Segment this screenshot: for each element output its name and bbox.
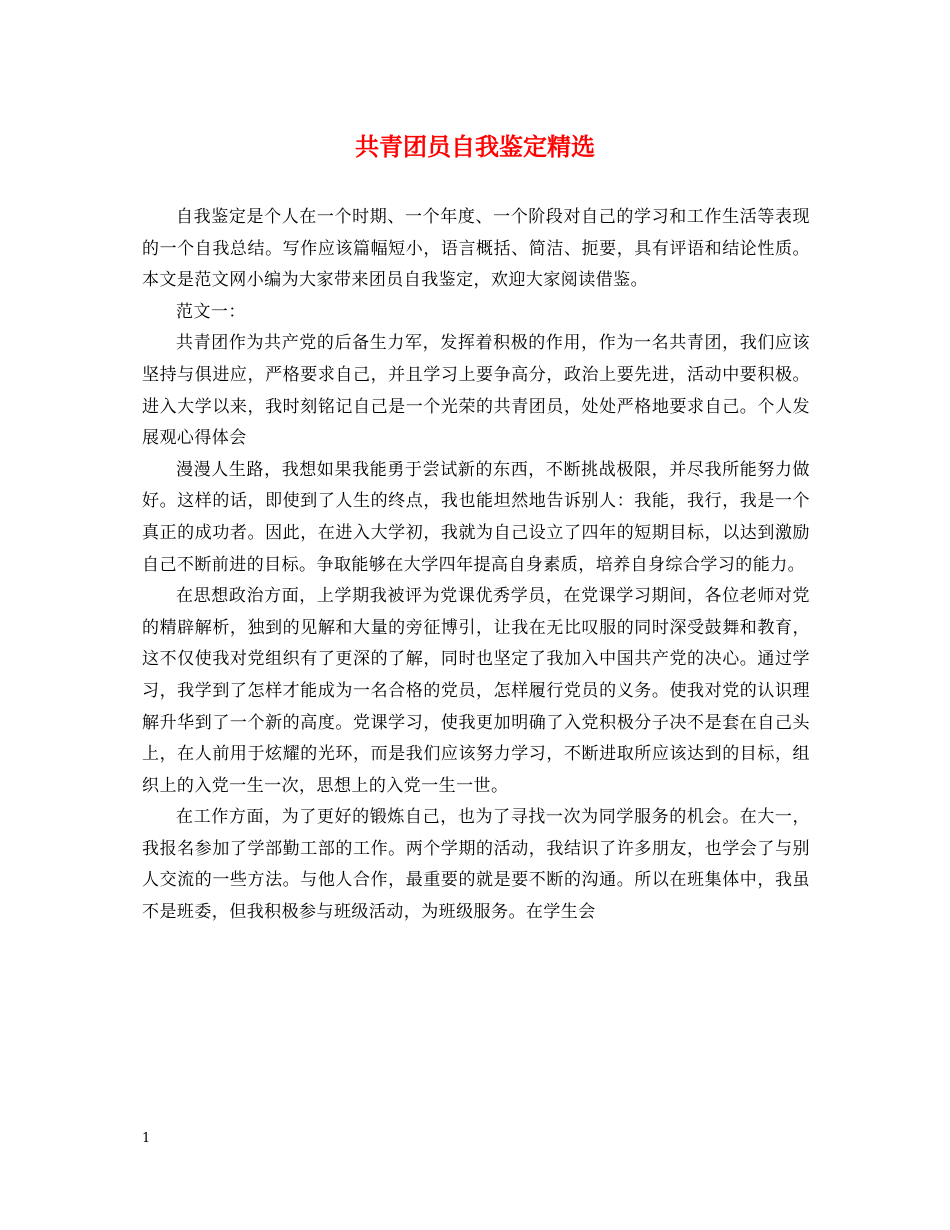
paragraph-intro: 自我鉴定是个人在一个时期、一个年度、一个阶段对自己的学习和工作生活等表现的一个自我总结。写作应该篇幅短小，语言概括、简洁、扼要，具有评语和结论性质。本文是范文网小编为大家带来团员自我鉴定，欢迎大家阅读借鉴。 — [142, 207, 810, 291]
page-number: 1 — [142, 1131, 151, 1146]
paragraph-sample-heading: 范文一： — [176, 301, 246, 322]
paragraph-work: 在工作方面，为了更好的锻炼自己，也为了寻找一次为同学服务的机会。在大一，我报名参加了学部勤工部的工作。两个学期的活动，我结识了许多朋友，也学会了与别人交流的一些方法。与他人合作，最重要的就是要不断的沟通。所以在班集体中，我虽不是班委，但我积极参与班级活动，为班级服务。在学生会 — [142, 807, 810, 923]
paragraph-youth-league: 共青团作为共产党的后备生力军，发挥着积极的作用，作为一名共青团，我们应该坚持与俱进应，严格要求自己，并且学习上要争高分，政治上要先进，活动中要积极。进入大学以来，我时刻铭记自己是一个光荣的共青团员，处处严格地要求自己。个人发展观心得体会 — [142, 333, 810, 449]
paragraph-life-goals: 漫漫人生路，我想如果我能勇于尝试新的东西，不断挑战极限，并尽我所能努力做好。这样的话，即使到了人生的终点，我也能坦然地告诉别人：我能，我行，我是一个真正的成功者。因此，在进入大学初，我就为自己设立了四年的短期目标，以达到激励自己不断前进的目标。争取能够在大学四年提高自身素质，培养自身综合学习的能力。 — [142, 459, 810, 575]
document-title: 共青团员自我鉴定精选 — [355, 132, 595, 161]
document-body — [142, 202, 810, 929]
paragraph-political-thought: 在思想政治方面，上学期我被评为党课优秀学员，在党课学习期间，各位老师对党的精辟解析，独到的见解和大量的旁征博引，让我在无比叹服的同时深受鼓舞和教育，这不仅使我对党组织有了更深的了解，同时也坚定了我加入中国共产党的决心。通过学习，我学到了怎样才能成为一名合格的党员，怎样履行党员的义务。使我对党的认识理解升华到了一个新的高度。党课学习，使我更加明确了入党积极分子决不是套在自己头上，在人前用于炫耀的光环，而是我们应该努力学习，不断进取所应该达到的目标，组织上的入党一生一次，思想上的入党一生一世。 — [142, 586, 810, 796]
